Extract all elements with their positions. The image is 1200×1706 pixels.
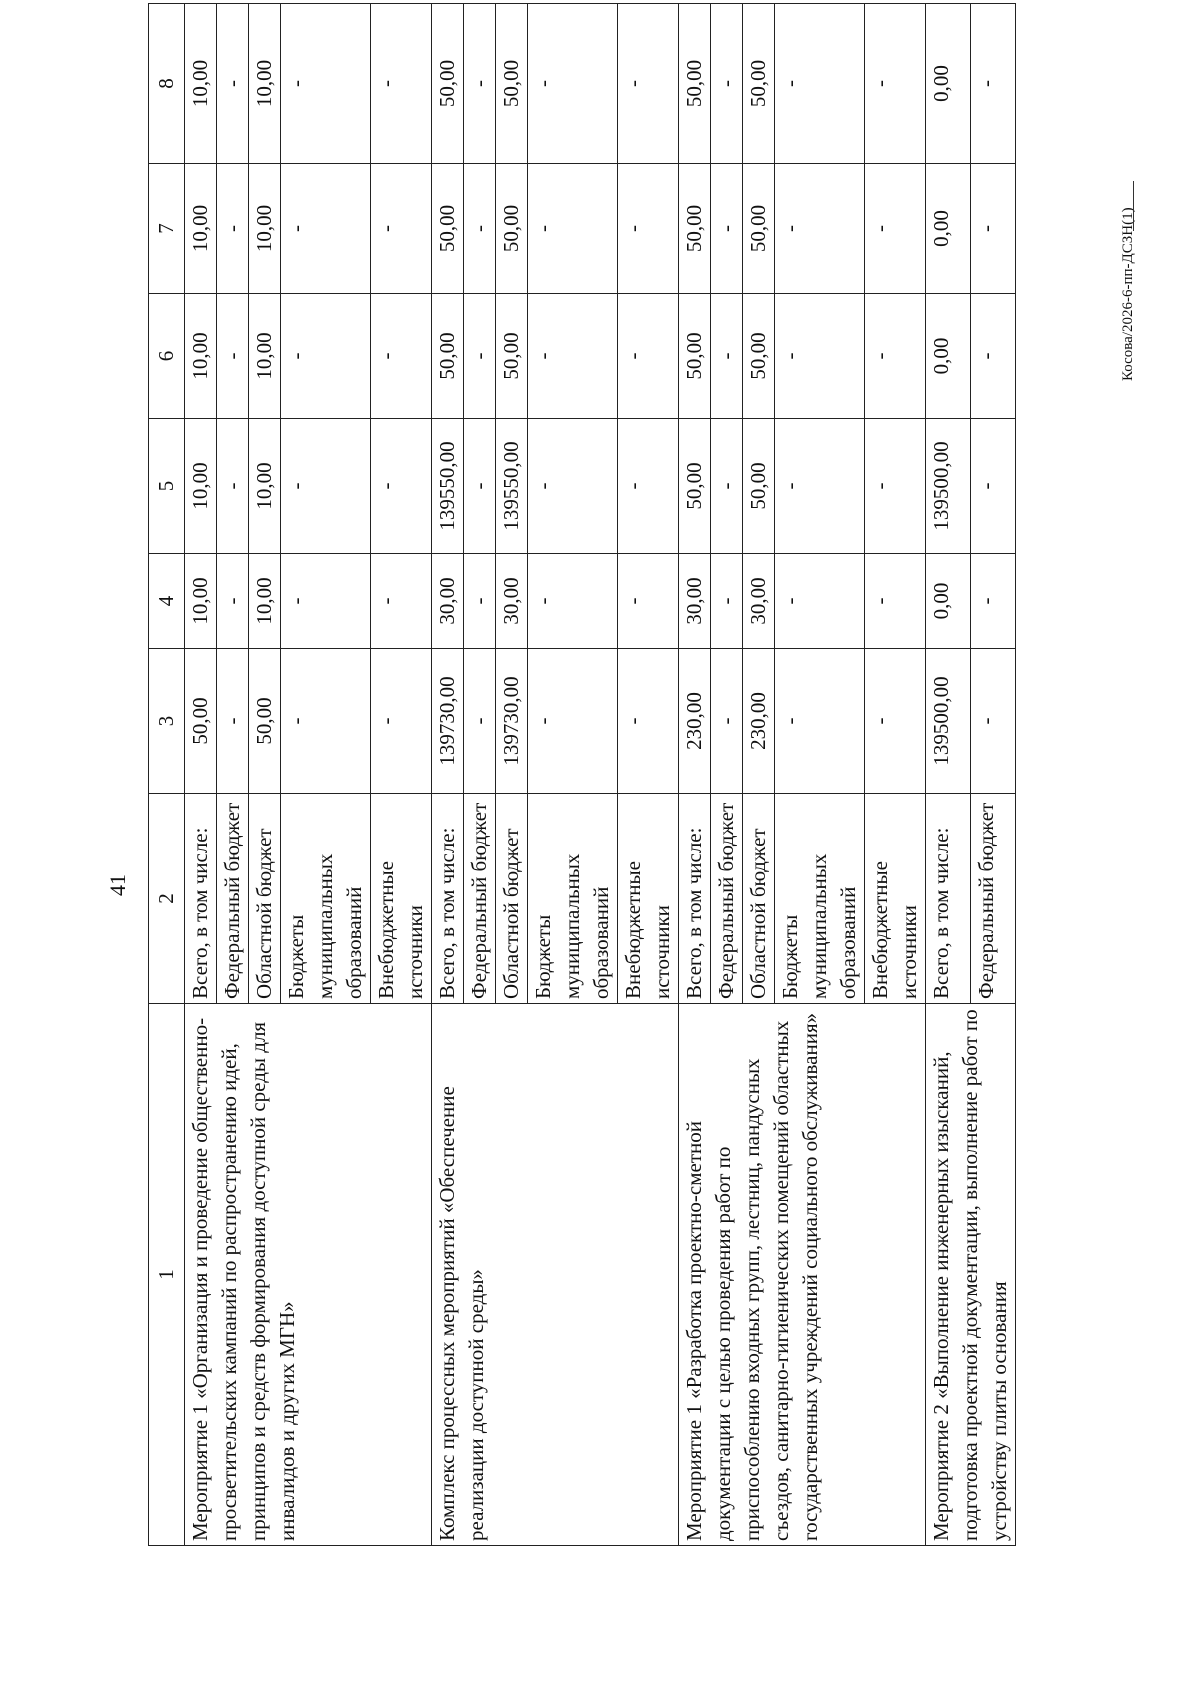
- amount-cell: 50,00: [679, 419, 711, 554]
- funding-source-cell: Федеральный бюджет: [217, 794, 249, 1004]
- amount-cell: -: [971, 4, 1016, 164]
- amount-cell: 0,00: [926, 554, 971, 649]
- funding-source-cell: Всего, в том числе:: [926, 794, 971, 1004]
- funding-source-cell: Всего, в том числе:: [679, 794, 711, 1004]
- amount-cell: 10,00: [185, 164, 217, 294]
- amount-cell: -: [528, 294, 618, 419]
- table-row: [926, 4, 971, 1546]
- amount-cell: -: [528, 649, 618, 794]
- amount-cell: 10,00: [185, 4, 217, 164]
- amount-cell: 139500,00: [926, 419, 971, 554]
- amount-cell: -: [217, 4, 249, 164]
- amount-cell: -: [711, 164, 743, 294]
- amount-cell: 50,00: [743, 294, 775, 419]
- amount-cell: 30,00: [496, 554, 528, 649]
- amount-cell: -: [281, 649, 371, 794]
- funding-source-cell: Федеральный бюджет: [464, 794, 496, 1004]
- footer-code: Косова/2026-6-пп-ДСЗН(1): [1120, 207, 1136, 381]
- budget-table: [148, 3, 1016, 1546]
- header-cell: 5: [149, 419, 185, 554]
- funding-source-cell: Областной бюджет: [249, 794, 281, 1004]
- amount-cell: -: [464, 4, 496, 164]
- funding-source-cell: Бюджеты муниципальных образований: [528, 794, 618, 1004]
- amount-cell: -: [528, 419, 618, 554]
- amount-cell: 50,00: [679, 294, 711, 419]
- amount-cell: -: [618, 294, 679, 419]
- amount-cell: 139550,00: [496, 419, 528, 554]
- amount-cell: 10,00: [249, 554, 281, 649]
- amount-cell: 230,00: [743, 649, 775, 794]
- amount-cell: -: [711, 649, 743, 794]
- amount-cell: -: [865, 294, 926, 419]
- funding-source-cell: Областной бюджет: [743, 794, 775, 1004]
- funding-source-cell: Внебюджетные источники: [371, 794, 432, 1004]
- amount-cell: 50,00: [496, 164, 528, 294]
- amount-cell: 139500,00: [926, 649, 971, 794]
- amount-cell: -: [371, 649, 432, 794]
- amount-cell: -: [217, 554, 249, 649]
- amount-cell: -: [971, 419, 1016, 554]
- amount-cell: 50,00: [432, 164, 464, 294]
- amount-cell: -: [281, 419, 371, 554]
- amount-cell: -: [711, 419, 743, 554]
- amount-cell: 50,00: [679, 164, 711, 294]
- header-cell: 8: [149, 4, 185, 164]
- activity-name-cell: Мероприятие 2 «Выполнение инженерных изысканий, подготовка проектной документации, выполнение работ по устройству плиты основания: [926, 1004, 1016, 1546]
- amount-cell: 0,00: [926, 164, 971, 294]
- amount-cell: -: [464, 294, 496, 419]
- amount-cell: -: [281, 4, 371, 164]
- amount-cell: -: [865, 649, 926, 794]
- funding-source-cell: Внебюджетные источники: [618, 794, 679, 1004]
- amount-cell: -: [217, 649, 249, 794]
- amount-cell: 50,00: [679, 4, 711, 164]
- amount-cell: -: [464, 164, 496, 294]
- header-row: [149, 4, 185, 1546]
- amount-cell: -: [528, 164, 618, 294]
- funding-source-cell: Бюджеты муниципальных образований: [775, 794, 865, 1004]
- header-cell: 3: [149, 649, 185, 794]
- header-cell: 4: [149, 554, 185, 649]
- amount-cell: -: [281, 554, 371, 649]
- amount-cell: 50,00: [432, 4, 464, 164]
- funding-source-cell: Всего, в том числе:: [432, 794, 464, 1004]
- amount-cell: -: [711, 4, 743, 164]
- header-cell: 7: [149, 164, 185, 294]
- amount-cell: 30,00: [432, 554, 464, 649]
- amount-cell: 10,00: [249, 294, 281, 419]
- amount-cell: -: [775, 419, 865, 554]
- amount-cell: -: [528, 4, 618, 164]
- funding-source-cell: Внебюджетные источники: [865, 794, 926, 1004]
- table-row: [679, 4, 711, 1546]
- amount-cell: -: [775, 554, 865, 649]
- amount-cell: 50,00: [185, 649, 217, 794]
- table-row: [185, 4, 217, 1546]
- amount-cell: -: [865, 554, 926, 649]
- amount-cell: -: [618, 164, 679, 294]
- amount-cell: -: [371, 554, 432, 649]
- header-cell: 6: [149, 294, 185, 419]
- amount-cell: 10,00: [185, 554, 217, 649]
- amount-cell: -: [371, 419, 432, 554]
- amount-cell: 50,00: [249, 649, 281, 794]
- amount-cell: 10,00: [185, 419, 217, 554]
- amount-cell: 50,00: [496, 294, 528, 419]
- table-body: [185, 4, 1016, 1546]
- funding-source-cell: Федеральный бюджет: [971, 794, 1016, 1004]
- amount-cell: -: [371, 164, 432, 294]
- amount-cell: -: [711, 554, 743, 649]
- amount-cell: 10,00: [185, 294, 217, 419]
- amount-cell: -: [464, 554, 496, 649]
- footer-line: [1133, 181, 1134, 231]
- amount-cell: -: [775, 4, 865, 164]
- amount-cell: -: [281, 164, 371, 294]
- funding-source-cell: Областной бюджет: [496, 794, 528, 1004]
- amount-cell: 50,00: [496, 4, 528, 164]
- amount-cell: 0,00: [926, 4, 971, 164]
- activity-name-cell: Мероприятие 1 «Разработка проектно-сметной документации с целью проведения работ по приспособлению входных групп, лестниц, пандусных съездов, санитарно-гигиенических помещений областных государственных учреждений социального обслуживания»: [679, 1004, 926, 1546]
- amount-cell: 50,00: [743, 419, 775, 554]
- amount-cell: 10,00: [249, 164, 281, 294]
- amount-cell: -: [618, 649, 679, 794]
- amount-cell: -: [775, 294, 865, 419]
- amount-cell: 139730,00: [432, 649, 464, 794]
- amount-cell: -: [971, 164, 1016, 294]
- amount-cell: -: [371, 294, 432, 419]
- amount-cell: -: [865, 419, 926, 554]
- table-header: [149, 4, 185, 1546]
- table-row: [432, 4, 464, 1546]
- amount-cell: -: [775, 649, 865, 794]
- amount-cell: 0,00: [926, 294, 971, 419]
- amount-cell: -: [217, 419, 249, 554]
- amount-cell: 50,00: [432, 294, 464, 419]
- activity-name-cell: Мероприятие 1 «Организация и проведение общественно-просветительских кампаний по распространению идей, принципов и средств формирования доступной среды для инвалидов и других МГН»: [185, 1004, 432, 1546]
- amount-cell: -: [971, 294, 1016, 419]
- amount-cell: 50,00: [743, 4, 775, 164]
- amount-cell: -: [217, 294, 249, 419]
- amount-cell: -: [217, 164, 249, 294]
- amount-cell: 50,00: [743, 164, 775, 294]
- amount-cell: -: [971, 554, 1016, 649]
- amount-cell: -: [865, 4, 926, 164]
- amount-cell: -: [618, 419, 679, 554]
- amount-cell: -: [865, 164, 926, 294]
- amount-cell: 230,00: [679, 649, 711, 794]
- funding-source-cell: Всего, в том числе:: [185, 794, 217, 1004]
- amount-cell: -: [528, 554, 618, 649]
- amount-cell: 30,00: [743, 554, 775, 649]
- funding-source-cell: Бюджеты муниципальных образований: [281, 794, 371, 1004]
- amount-cell: 139730,00: [496, 649, 528, 794]
- amount-cell: 30,00: [679, 554, 711, 649]
- amount-cell: -: [464, 649, 496, 794]
- amount-cell: -: [464, 419, 496, 554]
- amount-cell: -: [281, 294, 371, 419]
- page-number: 41: [105, 874, 130, 896]
- funding-source-cell: Федеральный бюджет: [711, 794, 743, 1004]
- amount-cell: -: [371, 4, 432, 164]
- amount-cell: -: [775, 164, 865, 294]
- amount-cell: -: [618, 4, 679, 164]
- header-cell: 2: [149, 794, 185, 1004]
- amount-cell: 10,00: [249, 419, 281, 554]
- activity-name-cell: Комплекс процессных мероприятий «Обеспечение реализации доступной среды»: [432, 1004, 679, 1546]
- amount-cell: -: [618, 554, 679, 649]
- amount-cell: 139550,00: [432, 419, 464, 554]
- header-cell: 1: [149, 1004, 185, 1546]
- amount-cell: 10,00: [249, 4, 281, 164]
- amount-cell: -: [971, 649, 1016, 794]
- amount-cell: -: [711, 294, 743, 419]
